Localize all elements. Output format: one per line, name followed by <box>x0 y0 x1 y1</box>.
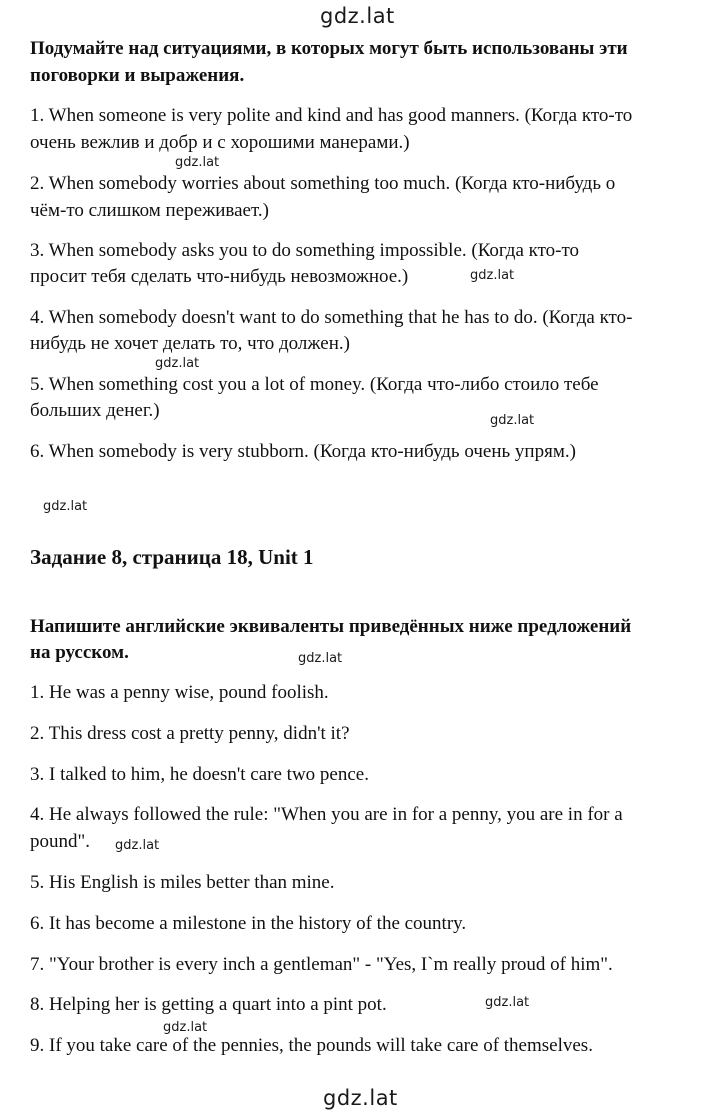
list-item: 4. He always followed the rule: "When you are in for a penny, you are in for a <box>30 804 623 825</box>
list-item: 2. When somebody worries about something too much. (Когда кто-нибудь о <box>30 173 616 194</box>
section1-instruction: поговорки и выражения. <box>30 65 245 86</box>
list-item: 8. Helping her is getting a quart into a pint pot. <box>30 994 387 1015</box>
list-item: просит тебя сделать что-нибудь невозможное.) <box>30 266 409 287</box>
watermark: gdz.lat <box>155 356 200 371</box>
section2-instruction: на русском. <box>30 642 129 663</box>
list-item: чём-то слишком переживает.) <box>30 200 269 221</box>
section1-instruction: Подумайте над ситуациями, в которых могут быть использованы эти <box>30 38 628 59</box>
watermark: gdz.lat <box>485 995 530 1010</box>
list-item: pound". <box>30 831 91 852</box>
list-item: 1. When someone is very polite and kind and has good manners. (Когда кто-то <box>30 105 633 126</box>
watermark: gdz.lat <box>298 651 343 666</box>
list-item: 7. "Your brother is every inch a gentleman" - "Yes, I`m really proud of him". <box>30 954 613 975</box>
watermark: gdz.lat <box>163 1020 208 1035</box>
list-item: 4. When somebody doesn't want to do something that he has to do. (Когда кто- <box>30 307 633 328</box>
list-item: 1. He was a penny wise, pound foolish. <box>30 682 329 703</box>
watermark: gdz.lat <box>490 413 535 428</box>
list-item: 6. When somebody is very stubborn. (Когда кто-нибудь очень упрям.) <box>30 441 576 462</box>
list-item: 6. It has become a milestone in the history of the country. <box>30 913 467 934</box>
list-item: 5. When something cost you a lot of money. (Когда что-либо стоило тебе <box>30 374 599 395</box>
watermark-top: gdz.lat <box>320 4 395 28</box>
watermark-bottom: gdz.lat <box>323 1086 398 1110</box>
watermark: gdz.lat <box>115 838 160 853</box>
section2-heading: Задание 8, страница 18, Unit 1 <box>30 545 314 569</box>
section2-instruction: Напишите английские эквиваленты приведённых ниже предложений <box>30 616 632 637</box>
list-item: нибудь не хочет делать то, что должен.) <box>30 333 350 354</box>
list-item: 3. I talked to him, he doesn't care two pence. <box>30 764 369 785</box>
list-item: 3. When somebody asks you to do something impossible. (Когда кто-то <box>30 240 580 261</box>
list-item: 9. If you take care of the pennies, the pounds will take care of themselves. <box>30 1035 593 1056</box>
list-item: 5. His English is miles better than mine. <box>30 872 335 893</box>
list-item: очень вежлив и добр и с хорошими манерами.) <box>30 132 410 153</box>
watermark: gdz.lat <box>470 268 515 283</box>
watermark: gdz.lat <box>43 499 88 514</box>
list-item: больших денег.) <box>30 400 160 421</box>
list-item: 2. This dress cost a pretty penny, didn't it? <box>30 723 350 744</box>
watermark: gdz.lat <box>175 155 220 170</box>
